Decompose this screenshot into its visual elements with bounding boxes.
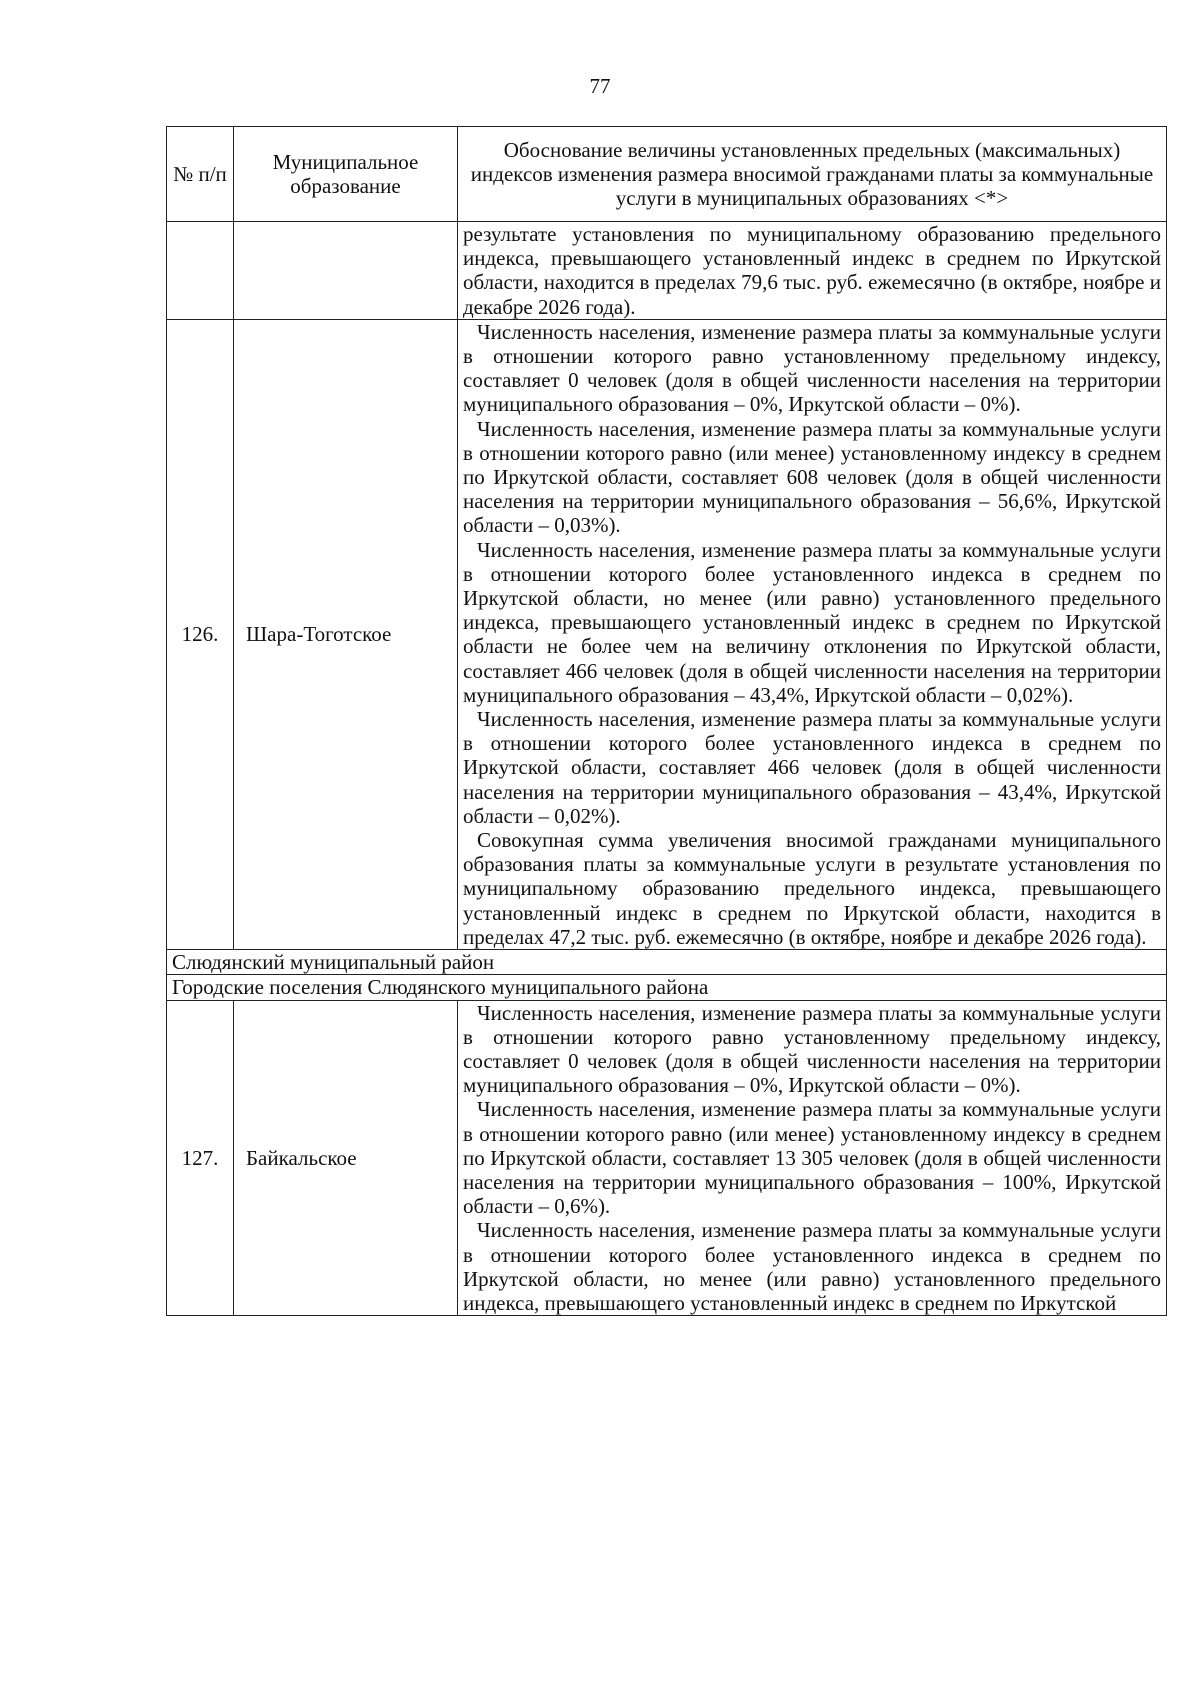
justification-paragraph: Численность населения, изменение размера платы за коммунальные услуги в отношении которого равно (или менее) установленному индексу в среднем по Иркутской области, составляет 13 305 человек (доля в общей численности населения на территории муниципального образования – 100%, Иркутской области – 0,6%). bbox=[463, 1097, 1161, 1219]
settlement-heading-row bbox=[167, 975, 1167, 1000]
justification-paragraph: Численность населения, изменение размера платы за коммунальные услуги в отношении которого более установленного индекса в среднем по Иркутской области, составляет 466 человек (доля в общей численности населения на территории муниципального образования – 43,4%, Иркутской области – 0,02%). bbox=[463, 707, 1161, 828]
row-number: 126. bbox=[167, 319, 234, 949]
municipality-name: Байкальское bbox=[234, 1000, 458, 1316]
table-row-126 bbox=[167, 319, 1167, 949]
justification-paragraph: Численность населения, изменение размера платы за коммунальные услуги в отношении которого равно установленному предельному индексу, составляет 0 человек (доля в общей численности населения на территории муниципального образования – 0%, Иркутской области – 0%). bbox=[463, 319, 1161, 417]
justification-table bbox=[166, 126, 1167, 1316]
justification-paragraph: Совокупная сумма увеличения вносимой гражданами муниципального образования платы за коммунальные услуги в результате установления по муниципальному образованию предельного индекса, превышающего установленный индекс в среднем по Иркутской области, находится в пределах 47,2 тыс. руб. ежемесячно (в октябре, ноябре и декабре 2026 года). bbox=[463, 828, 1161, 949]
justification-cell bbox=[458, 1000, 1167, 1316]
justification-cell bbox=[458, 222, 1167, 320]
justification-paragraph: Численность населения, изменение размера платы за коммунальные услуги в отношении которого равно установленному предельному индексу, составляет 0 человек (доля в общей численности населения на территории муниципального образования – 0%, Иркутской области – 0%). bbox=[463, 1000, 1161, 1098]
header-municipality: Муниципальное образование bbox=[234, 127, 458, 222]
settlement-heading: Городские поселения Слюдянского муниципального района bbox=[167, 975, 1167, 1000]
district-heading: Слюдянский муниципальный район bbox=[167, 950, 1167, 975]
justification-paragraph: Численность населения, изменение размера платы за коммунальные услуги в отношении которого более установленного индекса в среднем по Иркутской области, но менее (или равно) установленного предельного индекса, превышающего установленный индекс в среднем по Иркутской bbox=[463, 1218, 1161, 1315]
row-number: 127. bbox=[167, 1000, 234, 1316]
municipality-name: Шара-Тоготское bbox=[234, 319, 458, 949]
num-cell-empty bbox=[167, 222, 234, 320]
justification-cell bbox=[458, 319, 1167, 949]
district-heading-row bbox=[167, 950, 1167, 975]
header-num: № п/п bbox=[167, 127, 234, 222]
table-row-127 bbox=[167, 1000, 1167, 1316]
justification-paragraph: Численность населения, изменение размера платы за коммунальные услуги в отношении которого равно (или менее) установленному индексу в среднем по Иркутской области, составляет 608 человек (доля в общей численности населения на территории муниципального образования – 56,6%, Иркутской области – 0,03%). bbox=[463, 416, 1161, 538]
table-row-continuation bbox=[167, 222, 1167, 320]
municipality-cell-empty bbox=[234, 222, 458, 320]
table-header-row bbox=[167, 127, 1167, 222]
justification-paragraph: Численность населения, изменение размера платы за коммунальные услуги в отношении которого более установленного индекса в среднем по Иркутской области, но менее (или равно) установленного предельного индекса, превышающего установленный индекс в среднем по Иркутской области не более чем на величину отклонения по Иркутской области, составляет 466 человек (доля в общей численности населения на территории муниципального образования – 43,4%, Иркутской области – 0,02%). bbox=[463, 537, 1161, 707]
header-justification: Обоснование величины установленных предельных (максимальных) индексов изменения размера вносимой гражданами платы за коммунальные услуги в муниципальных образованиях <*> bbox=[458, 127, 1167, 222]
continuation-paragraph: результате установления по муниципальному образованию предельного индекса, превышающего установленный индекс в среднем по Иркутской области, находится в пределах 79,6 тыс. руб. ежемесячно (в октябре, ноябре и декабре 2026 года). bbox=[463, 222, 1161, 319]
page-number: 77 bbox=[589, 74, 611, 98]
